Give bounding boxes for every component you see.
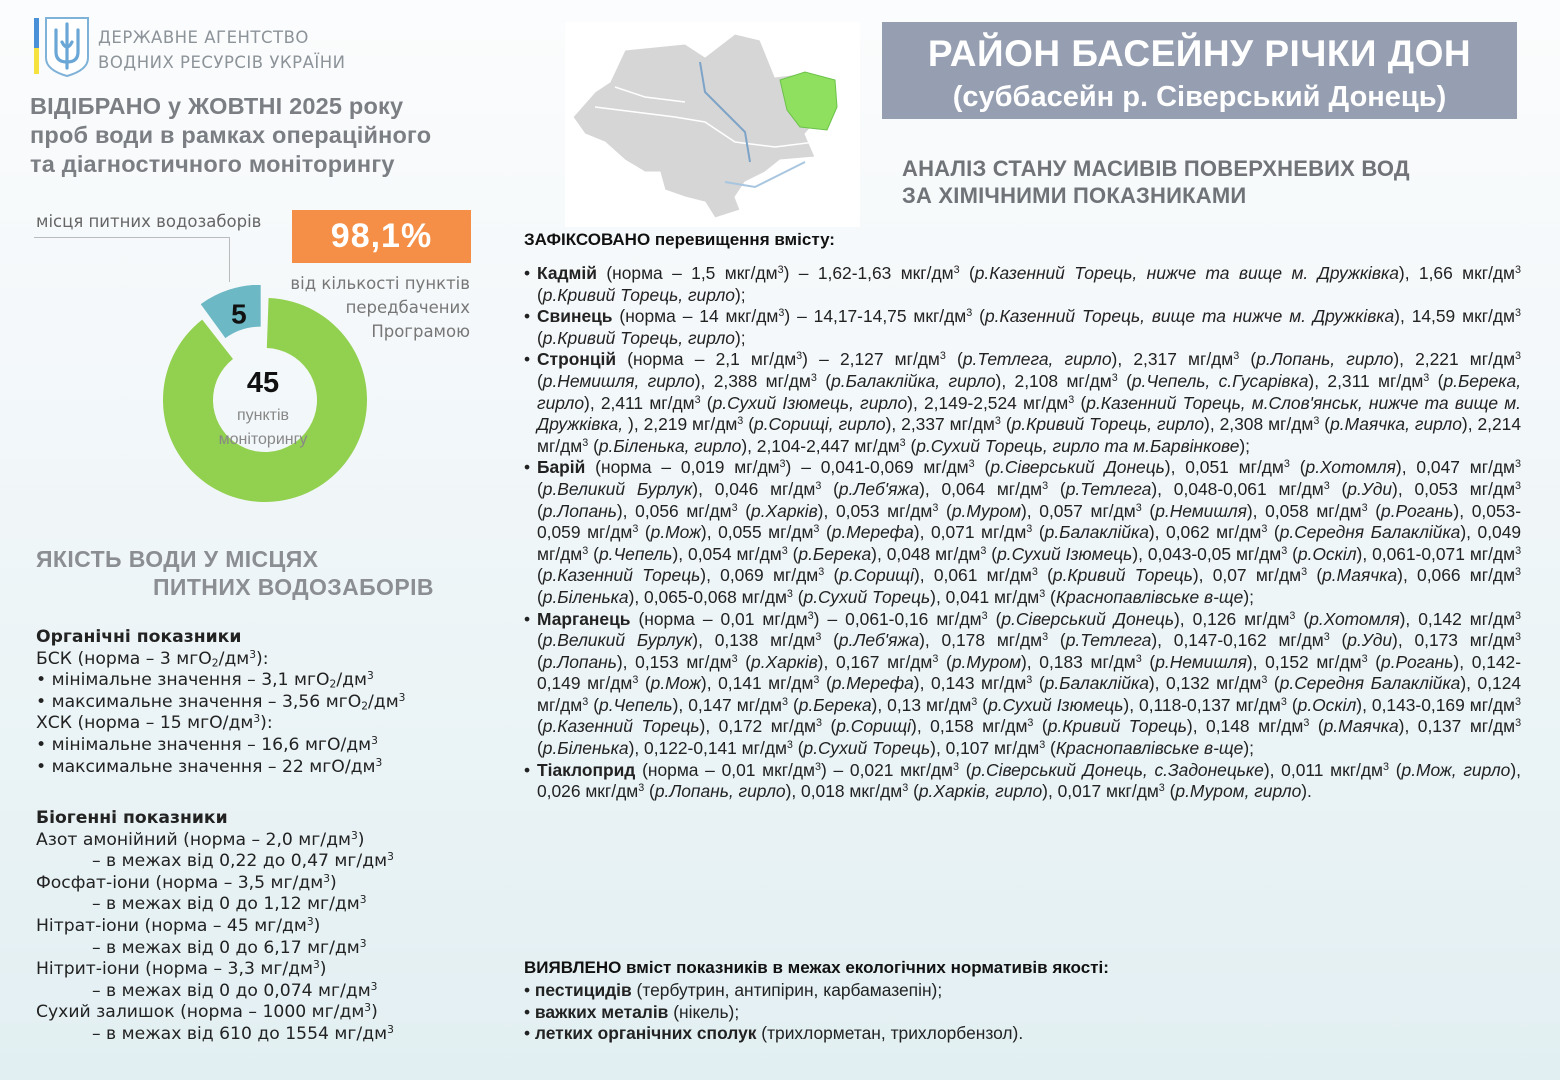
biogenic-item-range: – в межах від 0 до 0,074 $мг/дм^3$ bbox=[92, 979, 378, 1001]
substance-name: Марганець bbox=[537, 608, 631, 629]
detected-item bbox=[524, 1002, 1023, 1024]
exceedances-heading: ЗАФІКСОВАНО перевищення вмісту: bbox=[524, 230, 835, 249]
bullet: • bbox=[524, 980, 535, 1000]
substance-detail: (норма – 0,019 $мг/дм^3) - 0,041-0,069$ $мг/дм^3$ (р.Сіверський Донець), 0,051 $мг/дм^3$ (р.Хотомля), 0,047 $мг/дм^3$ (р.Великий Бурлук), 0,046 $мг/дм^3$ (р.Леб'яжа), 0,064 $мг/дм^3$ (р.Тетлега), 0,048-0,061 $мг/дм^3$ (р.Уди), 0,053 $мг/дм^3$ (р.Лопань), 0,056 $мг/дм^3$ (р.Харків), 0,053 $мг/дм^3$ (р.Муром), 0,057 $мг/дм^3$ (р.Немишля), 0,058 $мг/дм^3$ (р.Рогань), 0,053-0,059 $мг/дм^3$ (р.Мож), 0,055 $мг/дм^3$ (р.Мерефа), 0,071 $мг/дм^3$ (р.Балаклійка), 0,062 $мг/дм^3$ (р.Середня Балаклійка), 0,049 $мг/дм^3$ (р.Чепель), 0,054 $мг/дм^3$ (р.Берека), 0,048 $мг/дм^3$ (р.Сухий Ізюмець), 0,043-0,05 $мг/дм^3$ (р.Оскіл), 0,061-0,071 $мг/дм^3$ (р.Казенний Торець), 0,069 $мг/дм^3$ (р.Сорищі), 0,061 $мг/дм^3$ (р.Кривий Торець), 0,07 $мг/дм^3$ (р.Маячка), 0,066 $мг/дм^3$ (р.Біленька), 0,065-0,068 $мг/дм^3$ (р.Сухий Торець), 0,041 $мг/дм^3$ (Краснопавлівське в-ще); bbox=[537, 457, 1522, 607]
percent-note-line-2: передбачених bbox=[345, 298, 470, 317]
sampled-title-line-2: проб води в рамках операційного bbox=[30, 122, 432, 148]
donut-center-label-1: пунктів bbox=[236, 407, 290, 424]
hsk-max: • максимальне значення – 22 мгО/$дм^3$ bbox=[36, 755, 383, 777]
agency-name bbox=[98, 25, 345, 75]
exceedance-item bbox=[524, 263, 1521, 306]
bullet: • bbox=[524, 1023, 535, 1044]
donut-caption: місця питних водозаборів bbox=[36, 212, 262, 231]
detected-item bbox=[524, 1023, 1023, 1045]
bullet: • bbox=[524, 608, 531, 629]
exceedance-item bbox=[524, 760, 1521, 803]
leader-line bbox=[34, 237, 230, 282]
detected-group-detail: (нікель); bbox=[668, 1001, 740, 1022]
bullet: • bbox=[524, 457, 531, 478]
hsk-min: • мінімальне значення – 16,6 мгО/$дм^3$ bbox=[36, 734, 378, 755]
percent-note-line-1: від кількості пунктів bbox=[290, 274, 470, 293]
analysis-title-line-1: АНАЛІЗ СТАНУ МАСИВІВ ПОВЕРХНЕВИХ ВОД bbox=[902, 156, 1410, 181]
sampled-title bbox=[30, 92, 431, 179]
analysis-title-line-2: ЗА ХІМІЧНИМИ ПОКАЗНИКАМИ bbox=[902, 183, 1247, 208]
biogenic-indicators bbox=[36, 808, 394, 1046]
sampled-title-line-3: та діагностичного моніторингу bbox=[30, 151, 395, 177]
drinking-water-title-line-1: ЯКІСТЬ ВОДИ У МІСЦЯХ bbox=[36, 546, 319, 572]
biogenic-item-norm: Азот амонійний (норма – 2,0 $мг/дм^3$) bbox=[36, 828, 365, 850]
detected-group-name: пестицидів bbox=[534, 980, 632, 1000]
exceedance-item bbox=[524, 306, 1521, 349]
basin-title: РАЙОН БАСЕЙНУ РІЧКИ ДОН bbox=[927, 33, 1472, 74]
exceedance-item bbox=[524, 349, 1521, 457]
basin-subtitle: (суббасейн р. Сіверський Донець) bbox=[952, 81, 1447, 113]
bullet: • bbox=[524, 263, 531, 283]
substance-name: Барій bbox=[537, 457, 586, 478]
biogenic-item-range: – в межах від 0 до 1,12 $мг/дм^3$ bbox=[92, 893, 367, 915]
agency-logo bbox=[30, 16, 94, 80]
substance-detail: (норма – 0,01 мкг/$дм^3) - 0,021$ мкг/$дм^3$ (р.Сіверський Донець, с.Задонецьке), 0,011 мкг/$дм^3$ (р.Мож, гирло), 0,026 мкг/$дм^3$ (р.Лопань, гирло), 0,018 мкг/$дм^3$ (р.Харків, гирло), 0,017 мкг/$дм^3$ (р.Муром, гирло). bbox=[537, 759, 1521, 802]
analysis-title bbox=[902, 155, 1410, 209]
donut-segment-monitoring bbox=[163, 298, 367, 502]
agency-line-2: ВОДНИХ РЕСУРСІВ УКРАЇНИ bbox=[98, 53, 346, 72]
sampled-title-line-1: ВІДІБРАНО у ЖОВТНІ 2025 року bbox=[30, 93, 404, 119]
hsk-norm: ХСК (норма – 15 мгО/$дм^3$): bbox=[36, 712, 273, 734]
percent-badge: 98,1% bbox=[292, 210, 471, 263]
basin-banner bbox=[882, 22, 1517, 119]
ukraine-map-icon bbox=[565, 22, 860, 227]
detected-heading: ВИЯВЛЕНО вміст показників в межах екологічних нормативів якості: bbox=[524, 958, 1109, 977]
substance-detail: (норма – 2,1 $мг/дм^3) - 2,127$ $мг/дм^3$ (р.Тетлега, гирло), 2,317 $мг/дм^3$ (р.Лопань, гирло), 2,221 $мг/дм^3$ (р.Немишля, гирло), 2,388 $мг/дм^3$ (р.Балаклійка, гирло), 2,108 $мг/дм^3$ (р.Чепель, с.Гусарівка), 2,311 $мг/дм^3$ (р.Берека, гирло), 2,411 $мг/дм^3$ (р.Сухий Ізюмець, гирло), 2,149-2,524 $мг/дм^3$ (р.Казенний Торець, м.Слов'янськ, нижче та вище м. Дружківка, ), 2,219 $мг/дм^3$ (р.Сорищі, гирло), 2,337 $мг/дм^3$ (р.Кривий Торець, гирло), 2,308 $мг/дм^3$ (р.Маячка, гирло), 2,214 $мг/дм^3$ (р.Біленька, гирло), 2,104-2,447 $мг/дм^3$ (р.Сухий Торець, гирло та м.Барвінкове); bbox=[537, 349, 1522, 456]
biogenic-item-norm: Фосфат-іони (норма – 3,5 $мг/дм^3$) bbox=[36, 871, 337, 893]
exceedance-item bbox=[524, 457, 1521, 608]
biogenic-item-range: – в межах від 0 до 6,17 $мг/дм^3$ bbox=[92, 936, 367, 958]
biogenic-item-norm: Нітрит-іони (норма – 3,3 $мг/дм^3$) bbox=[36, 958, 327, 980]
biogenic-item-norm: Сухий залишок (норма – 1000 $мг/дм^3$) bbox=[36, 1001, 378, 1023]
bullet: • bbox=[524, 349, 531, 370]
bsk-max: • максимальне значення – 3,56 $мгО_2/дм^3$ bbox=[36, 690, 406, 713]
bullet: • bbox=[524, 759, 531, 780]
substance-name: Кадмій bbox=[537, 263, 597, 283]
bullet: • bbox=[524, 1001, 535, 1022]
substance-name: Свинець bbox=[537, 306, 613, 327]
trident-coat-of-arms-icon bbox=[44, 16, 90, 78]
exceedance-item bbox=[524, 609, 1521, 760]
percent-note-line-3: Програмою bbox=[371, 322, 470, 341]
donut-chart bbox=[150, 285, 380, 515]
exceedances-list bbox=[524, 263, 1521, 803]
drinking-water-title bbox=[36, 545, 434, 601]
substance-detail: (норма – 1,5 мкг/$дм^3) - 1,62-1,63$ мкг/$дм^3$ (р.Казенний Торець, нижче та вище м. Дружківка), 1,66 мкг/$дм^3$ (р.Кривий Торець, гирло); bbox=[537, 263, 1522, 305]
biogenic-item-norm: Нітрат-іони (норма – 45 $мг/дм^3$) bbox=[36, 915, 321, 936]
organic-indicators bbox=[36, 627, 405, 778]
drinking-water-title-line-2: ПИТНИХ ВОДОЗАБОРІВ bbox=[153, 574, 434, 600]
biogenic-item-range: – в межах від 610 до 1554 $мг/дм^3$ bbox=[92, 1023, 394, 1044]
detected-list bbox=[524, 980, 1023, 1045]
bsk-norm: БСК (норма – 3 $мгО_2/дм^3$): bbox=[36, 647, 269, 670]
substance-name: Стронцій bbox=[537, 349, 617, 370]
detected-item bbox=[524, 980, 1023, 1002]
detected-group-name: важких металів bbox=[534, 1001, 669, 1022]
biogenic-item-range: – в межах від 0,22 до 0,47 $мг/дм^3$ bbox=[92, 850, 394, 872]
donut-center-value: 45 bbox=[246, 367, 280, 399]
substance-detail: (норма – 14 мкг/$дм^3) - 14,17-14,75$ мкг/$дм^3$ (р.Казенний Торець, вище та нижче м. Дружківка), 14,59 мкг/$дм^3$ (р.Кривий Торець, гирло); bbox=[537, 306, 1521, 348]
detected-group-name: летких органічних сполук bbox=[534, 1023, 757, 1044]
agency-line-1: ДЕРЖАВНЕ АГЕНТСТВО bbox=[98, 28, 309, 47]
donut-label-drinking: 5 bbox=[231, 298, 247, 330]
biogenic-heading: Біогенні показники bbox=[36, 808, 228, 828]
substance-name: Тіаклоприд bbox=[537, 759, 636, 780]
flag-blue-stripe bbox=[34, 18, 39, 48]
organic-heading: Органічні показники bbox=[36, 627, 242, 647]
bsk-min: • мінімальне значення – 3,1 $мгО_2/дм^3$ bbox=[36, 669, 374, 691]
donut-center-label-2: моніторингу bbox=[218, 431, 308, 448]
substance-detail: (норма – 0,01 $мг/дм^3) - 0,061-0,16$ $мг/дм^3$ (р.Сіверський Донець), 0,126 $мг/дм^3$ (р.Хотомля), 0,142 $мг/дм^3$ (р.Великий Бурлук), 0,138 $мг/дм^3$ (р.Леб'яжа), 0,178 $мг/дм^3$ (р.Тетлега), 0,147-0,162 $мг/дм^3$ (р.Уди), 0,173 $мг/дм^3$ (р.Лопань), 0,153 $мг/дм^3$ (р.Харків), 0,167 $мг/дм^3$ (р.Муром), 0,183 $мг/дм^3$ (р.Немишля), 0,152 $мг/дм^3$ (р.Рогань), 0,142-0,149 $мг/дм^3$ (р.Мож), 0,141 $мг/дм^3$ (р.Мерефа), 0,143 $мг/дм^3$ (р.Балаклійка), 0,132 $мг/дм^3$ (р.Середня Балаклійка), 0,124 $мг/дм^3$ (р.Чепель), 0,147 $мг/дм^3$ (р.Берека), 0,13 $мг/дм^3$ (р.Сухий Ізюмець), 0,118-0,137 $мг/дм^3$ (р.Оскіл), 0,143-0,169 $мг/дм^3$ (р.Казенний Торець), 0,172 $мг/дм^3$ (р.Сорищі), 0,158 $мг/дм^3$ (р.Кривий Торець), 0,148 $мг/дм^3$ (р.Маячка), 0,137 $мг/дм^3$ (р.Біленька), 0,122-0,141 $мг/дм^3$ (р.Сухий Торець), 0,107 $мг/дм^3$ (Краснопавлівське в-ще); bbox=[537, 608, 1522, 759]
bullet: • bbox=[524, 306, 531, 327]
detected-group-detail: (трихлорметан, трихлорбензол). bbox=[756, 1023, 1024, 1044]
detected-group-detail: (тербутрин, антипірин, карбамазепін); bbox=[631, 980, 943, 1000]
flag-yellow-stripe bbox=[34, 48, 39, 74]
